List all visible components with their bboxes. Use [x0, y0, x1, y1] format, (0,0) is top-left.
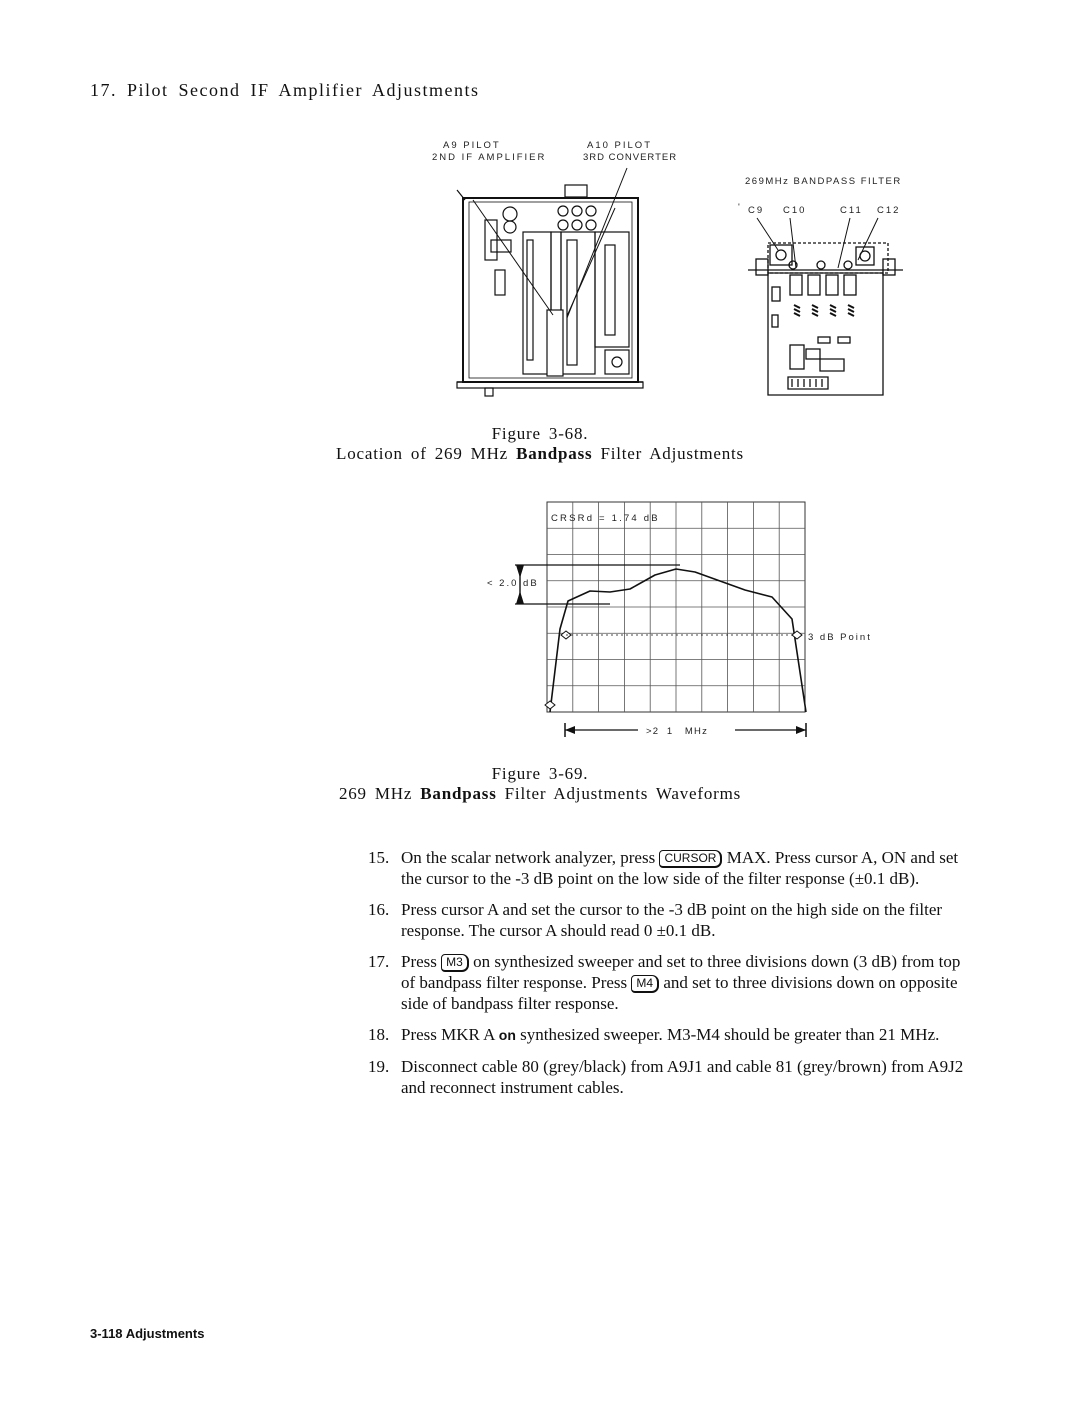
- step-17: [368, 951, 968, 1014]
- ripple-arrow-head-down: [516, 591, 524, 604]
- bandpass-filter-board: [748, 225, 908, 405]
- step-text: Press MKR A: [401, 1025, 499, 1044]
- page-footer: [90, 1326, 204, 1341]
- bw-arrow-right-head: [796, 726, 806, 734]
- caption-text: Location of 269 MHz: [336, 444, 517, 463]
- cursor-key: CURSOR: [659, 850, 722, 868]
- step-18: [368, 1024, 968, 1046]
- step-number: 17.: [368, 952, 390, 971]
- caption-text: Filter Adjustments: [592, 444, 744, 463]
- c9-label: C9: [748, 205, 765, 216]
- step-text: Press cursor A and set the cursor to the -3 dB point on the high side on the filter response. The cursor A should read 0 ±0.1 dB.: [401, 900, 943, 940]
- caption-text: Filter Adjustments Waveforms: [496, 784, 742, 803]
- on-keyword: on: [498, 1027, 516, 1043]
- step-text: Press: [401, 952, 442, 971]
- c12-label: C12: [877, 205, 901, 216]
- step-text: and set to three divisions down on opposite side of bandpass filter response.: [401, 973, 958, 1013]
- page-number: 3-118: [90, 1326, 123, 1341]
- a9-label-line2: 2ND IF AMPLIFIER: [432, 152, 547, 163]
- step-text: on synthesized sweeper and set to three divisions down (3 dB) from top of bandpass filter response. Press: [401, 952, 961, 992]
- m3-key: M3: [441, 954, 469, 972]
- step-number: 15.: [368, 848, 390, 867]
- bandwidth-label: >2 1 MHz: [646, 726, 709, 737]
- filter-title-label: 269MHz BANDPASS FILTER: [745, 176, 902, 187]
- c11-label: C11: [840, 205, 863, 216]
- waveform-chart: [480, 498, 900, 748]
- cursor-readout: CRSRd = 1.74 dB: [551, 513, 660, 524]
- figure-3-69-caption: [0, 784, 1080, 804]
- tick-mark: ': [738, 202, 742, 213]
- m4-key: M4: [631, 975, 659, 993]
- step-text: On the scalar network analyzer, press: [401, 848, 660, 867]
- c10-label: C10: [783, 205, 807, 216]
- bw-arrow-left-head: [565, 726, 575, 734]
- a10-label-line1: A10 PILOT: [587, 140, 652, 151]
- step-number: 18.: [368, 1025, 390, 1044]
- step-text: MAX. Press cursor A, ON and set the cursor to the -3 dB point on the low side of the filter response (±0.1 dB).: [401, 848, 959, 888]
- figure-3-68-number: Figure 3-68.: [491, 424, 589, 443]
- step-number: 16.: [368, 900, 390, 919]
- caption-bold: Bandpass: [420, 784, 497, 803]
- three-db-point-label: 3 dB Point: [808, 632, 872, 643]
- step-19: [368, 1056, 968, 1098]
- step-text: Disconnect cable 80 (grey/black) from A9J1 and cable 81 (grey/brown) from A9J2 and reconnect instrument cables.: [401, 1057, 964, 1097]
- caption-bold: Bandpass: [516, 444, 593, 463]
- step-15: [368, 847, 968, 889]
- step-16: [368, 899, 968, 941]
- a10-label-line2: 3RD CONVERTER: [583, 152, 678, 163]
- caption-text: 269 MHz: [338, 784, 421, 803]
- response-trace: [550, 569, 806, 712]
- ripple-label: < 2.0 dB: [487, 578, 539, 589]
- footer-section: Adjustments: [125, 1326, 205, 1341]
- procedure-steps: [368, 847, 968, 1108]
- step-number: 19.: [368, 1057, 390, 1076]
- leader-lines: [0, 0, 1080, 400]
- ripple-arrow-head-up: [516, 565, 524, 578]
- section-heading: 17. Pilot Second IF Amplifier Adjustments: [90, 80, 480, 100]
- figure-3-69-number: Figure 3-69.: [491, 764, 589, 783]
- a9-label-line1: A9 PILOT: [443, 140, 501, 151]
- figure-3-68-caption: [0, 444, 1080, 464]
- step-text: synthesized sweeper. M3-M4 should be greater than 21 MHz.: [515, 1025, 940, 1044]
